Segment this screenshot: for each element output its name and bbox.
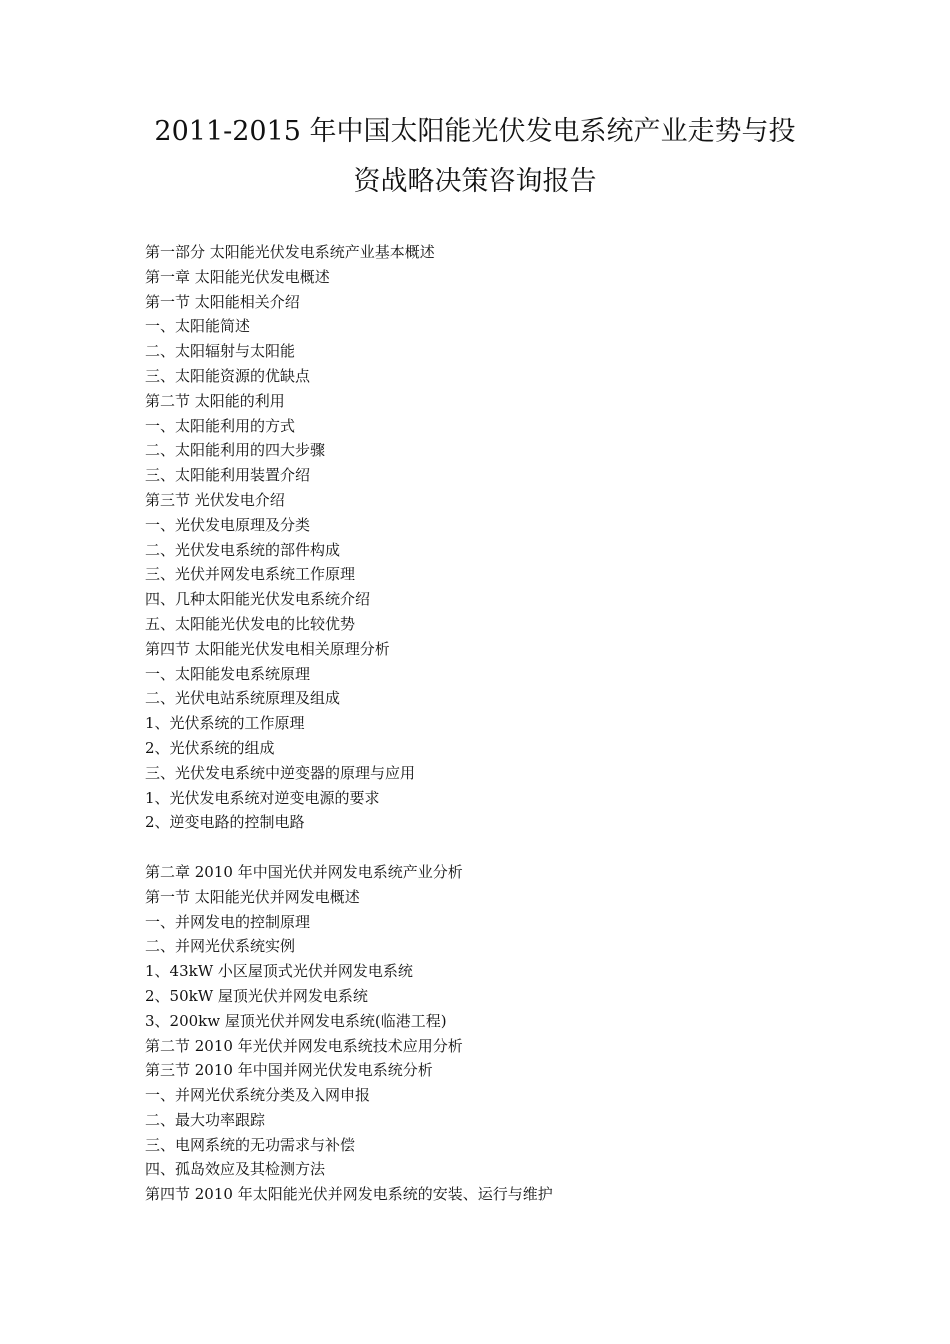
toc-spacer: [145, 835, 885, 860]
toc-item: 第三节 光伏发电介绍: [145, 490, 285, 509]
toc-item: 2、50kW 屋顶光伏并网发电系统: [145, 986, 368, 1005]
toc-item: 二、并网光伏系统实例: [145, 937, 296, 956]
toc-item: 一、太阳能利用的方式: [145, 416, 296, 435]
toc-item: 三、光伏并网发电系统工作原理: [145, 565, 356, 584]
toc-item: 三、太阳能资源的优缺点: [145, 366, 311, 385]
toc-item: 一、并网发电的控制原理: [145, 912, 311, 931]
toc-item: 四、几种太阳能光伏发电系统介绍: [145, 590, 371, 609]
toc-item: 1、43kW 小区屋顶式光伏并网发电系统: [145, 962, 413, 981]
toc-item: 三、电网系统的无功需求与补偿: [145, 1135, 356, 1154]
toc-item: 二、光伏电站系统原理及组成: [145, 689, 341, 708]
toc-item: 1、光伏系统的工作原理: [145, 714, 305, 733]
title-line-1: 2011-2015 年中国太阳能光伏发电系统产业走势与投: [154, 116, 796, 147]
toc-item: 第二节 2010 年光伏并网发电系统技术应用分析: [145, 1036, 463, 1055]
toc-item: 第一节 太阳能光伏并网发电概述: [145, 887, 360, 906]
toc-item: 2、光伏系统的组成: [145, 738, 275, 757]
toc-item: 1、光伏发电系统对逆变电源的要求: [145, 788, 380, 807]
toc-item: 一、太阳能发电系统原理: [145, 664, 311, 683]
toc-item: 二、太阳辐射与太阳能: [145, 342, 296, 361]
toc-item: 第一章 太阳能光伏发电概述: [145, 267, 330, 286]
toc-item: 2、逆变电路的控制电路: [145, 813, 305, 832]
toc-item: 五、太阳能光伏发电的比较优势: [145, 614, 356, 633]
toc-item: 第一节 太阳能相关介绍: [145, 292, 300, 311]
toc-item: 二、太阳能利用的四大步骤: [145, 441, 326, 460]
document-title: [60, 107, 890, 207]
toc-item: 三、太阳能利用装置介绍: [145, 466, 311, 485]
title-line-2: 资战略决策咨询报告: [353, 166, 597, 197]
toc-item: 一、并网光伏系统分类及入网申报: [145, 1086, 371, 1105]
toc-item: 一、太阳能简述: [145, 317, 251, 336]
toc-item: 第三节 2010 年中国并网光伏发电系统分析: [145, 1061, 433, 1080]
toc-item: 四、孤岛效应及其检测方法: [145, 1160, 326, 1179]
toc-item: 第二节 太阳能的利用: [145, 391, 285, 410]
toc-item: 一、光伏发电原理及分类: [145, 515, 311, 534]
toc-item: 第一部分 太阳能光伏发电系统产业基本概述: [145, 243, 435, 261]
toc-item: 二、最大功率跟踪: [145, 1110, 266, 1129]
toc-item: 3、200kw 屋顶光伏并网发电系统(临港工程): [145, 1011, 447, 1030]
table-of-contents: [145, 240, 885, 1207]
toc-item: 第四节 太阳能光伏发电相关原理分析: [145, 639, 390, 658]
toc-item: 二、光伏发电系统的部件构成: [145, 540, 341, 559]
toc-item: 第四节 2010 年太阳能光伏并网发电系统的安装、运行与维护: [145, 1185, 553, 1204]
toc-item: 第二章 2010 年中国光伏并网发电系统产业分析: [145, 862, 463, 881]
toc-item: 三、光伏发电系统中逆变器的原理与应用: [145, 763, 416, 782]
